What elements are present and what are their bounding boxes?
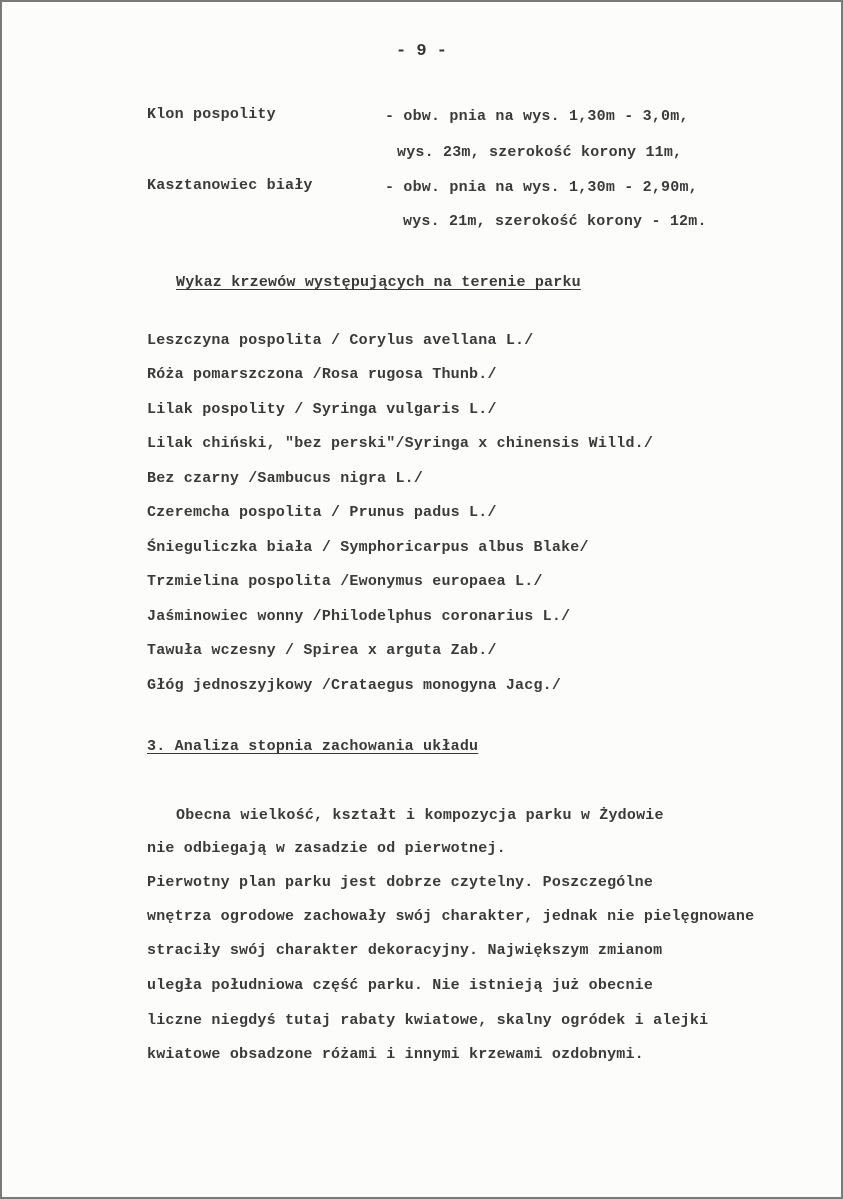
shrub-item: Bez czarny /Sambucus nigra L./	[147, 470, 424, 487]
shrub-item: Róża pomarszczona /Rosa rugosa Thunb./	[147, 366, 497, 383]
shrub-item: Leszczyna pospolita / Corylus avellana L./	[147, 332, 534, 349]
tree-detail: - obw. pnia na wys. 1,30m - 2,90m,	[385, 179, 698, 196]
page-number: - 9 -	[395, 42, 447, 61]
shrubs-heading: Wykaz krzewów występujących na terenie parku	[176, 274, 581, 291]
paragraph-line: straciły swój charakter dekoracyjny. Największym zmianom	[147, 942, 663, 959]
tree-name: Klon pospolity	[147, 106, 276, 123]
shrub-item: Czeremcha pospolita / Prunus padus L./	[147, 504, 497, 521]
paragraph-line: liczne niegdyś tutaj rabaty kwiatowe, skalny ogródek i alejki	[147, 1012, 709, 1029]
paragraph-line: Obecna wielkość, kształt i kompozycja parku w Żydowie	[176, 807, 664, 824]
tree-detail: wys. 23m, szerokość korony 11m,	[397, 144, 683, 161]
shrub-item: Trzmielina pospolita /Ewonymus europaea L./	[147, 573, 543, 590]
shrub-item: Śnieguliczka biała / Symphoricarpus albus Blake/	[147, 539, 589, 556]
paragraph-line: kwiatowe obsadzone różami i innymi krzewami ozdobnymi.	[147, 1046, 644, 1063]
shrub-item: Jaśminowiec wonny /Philodelphus coronarius L./	[147, 608, 571, 625]
shrub-item: Głóg jednoszyjkowy /Crataegus monogyna Jacg./	[147, 677, 562, 694]
paragraph-line: uległa południowa część parku. Nie istnieją już obecnie	[147, 977, 654, 994]
paragraph-line: Pierwotny plan parku jest dobrze czytelny. Poszczególne	[147, 874, 654, 891]
paragraph-line: nie odbiegają w zasadzie od pierwotnej.	[147, 840, 506, 857]
section-heading: 3. Analiza stopnia zachowania układu	[147, 738, 479, 755]
tree-detail: wys. 21m, szerokość korony - 12m.	[403, 213, 707, 230]
tree-name: Kasztanowiec biały	[147, 177, 313, 194]
shrub-item: Lilak pospolity / Syringa vulgaris L./	[147, 401, 497, 418]
shrub-item: Tawuła wczesny / Spirea x arguta Zab./	[147, 642, 497, 659]
shrub-item: Lilak chiński, "bez perski"/Syringa x chinensis Willd./	[147, 435, 654, 452]
paragraph-line: wnętrza ogrodowe zachowały swój charakter, jednak nie pielęgnowane	[147, 908, 755, 925]
tree-detail: - obw. pnia na wys. 1,30m - 3,0m,	[385, 108, 689, 125]
